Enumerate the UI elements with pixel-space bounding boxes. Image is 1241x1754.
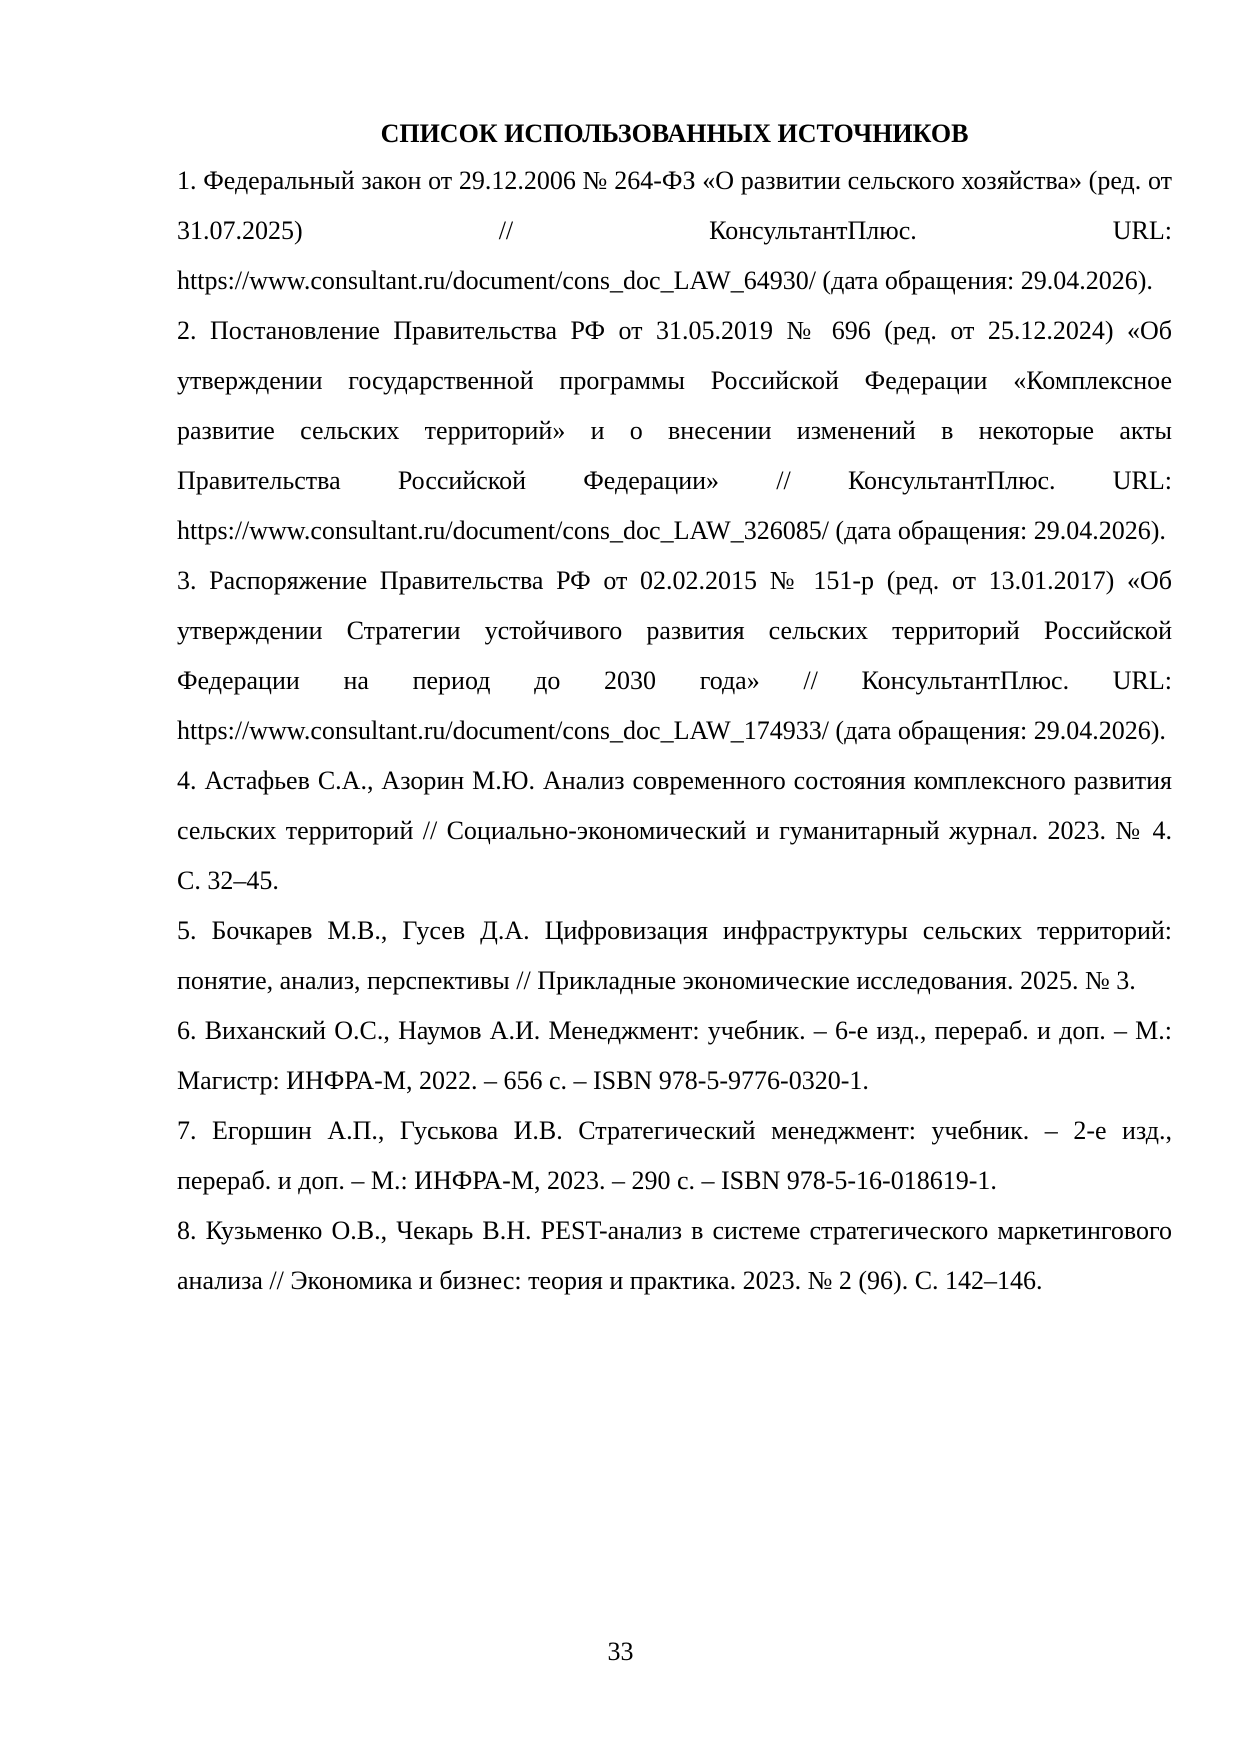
reference-item-3: 3. Распоряжение Правительства РФ от 02.02.2015 № 151-р (ред. от 13.01.2017) «Об утверждении Стратегии устойчивого развития сельских территорий Российской Федерации на период до 2030 года» // КонсультантПлюс. URL: https://www.consultant.ru/document/cons_doc_LAW_174933/ (дата обращения: 29.04.2026). <box>177 566 1172 745</box>
reference-list <box>177 156 1172 1306</box>
page-number: 33 <box>607 1637 634 1666</box>
page-title: СПИСОК ИСПОЛЬЗОВАННЫХ ИСТОЧНИКОВ <box>380 119 969 148</box>
reference-item-6: 6. Виханский О.С., Наумов А.И. Менеджмент: учебник. – 6-е изд., перераб. и доп. – М.: Магистр: ИНФРА-М, 2022. – 656 с. – ISBN 978-5-9776-0320-1. <box>177 1016 1172 1095</box>
page-content <box>177 112 1172 1306</box>
reference-item-1: 1. Федеральный закон от 29.12.2006 № 264-ФЗ «О развитии сельского хозяйства» (ред. от 31.07.2025) // КонсультантПлюс. URL: https://www.consultant.ru/document/cons_doc_LAW_64930/ (дата обращения: 29.04.2026). <box>177 166 1172 295</box>
reference-item-5: 5. Бочкарев М.В., Гусев Д.А. Цифровизация инфраструктуры сельских территорий: понятие, анализ, перспективы // Прикладные экономические исследования. 2025. № 3. <box>177 916 1172 995</box>
reference-item-2: 2. Постановление Правительства РФ от 31.05.2019 № 696 (ред. от 25.12.2024) «Об утверждении государственной программы Российской Федерации «Комплексное развитие сельских территорий» и о внесении изменений в некоторые акты Правительства Российской Федерации» // КонсультантПлюс. URL: https://www.consultant.ru/document/cons_doc_LAW_326085/ (дата обращения: 29.04.2026). <box>177 316 1172 545</box>
reference-item-7: 7. Егоршин А.П., Гуськова И.В. Стратегический менеджмент: учебник. – 2-е изд., перераб. и доп. – М.: ИНФРА-М, 2023. – 290 с. – ISBN 978-5-16-018619-1. <box>177 1116 1172 1195</box>
reference-item-8: 8. Кузьменко О.В., Чекарь В.Н. PEST-анализ в системе стратегического маркетингового анализа // Экономика и бизнес: теория и практика. 2023. № 2 (96). С. 142–146. <box>177 1216 1172 1295</box>
reference-item-4: 4. Астафьев С.А., Азорин М.Ю. Анализ современного состояния комплексного развития сельских территорий // Социально-экономический и гуманитарный журнал. 2023. № 4. С. 32–45. <box>177 766 1172 895</box>
